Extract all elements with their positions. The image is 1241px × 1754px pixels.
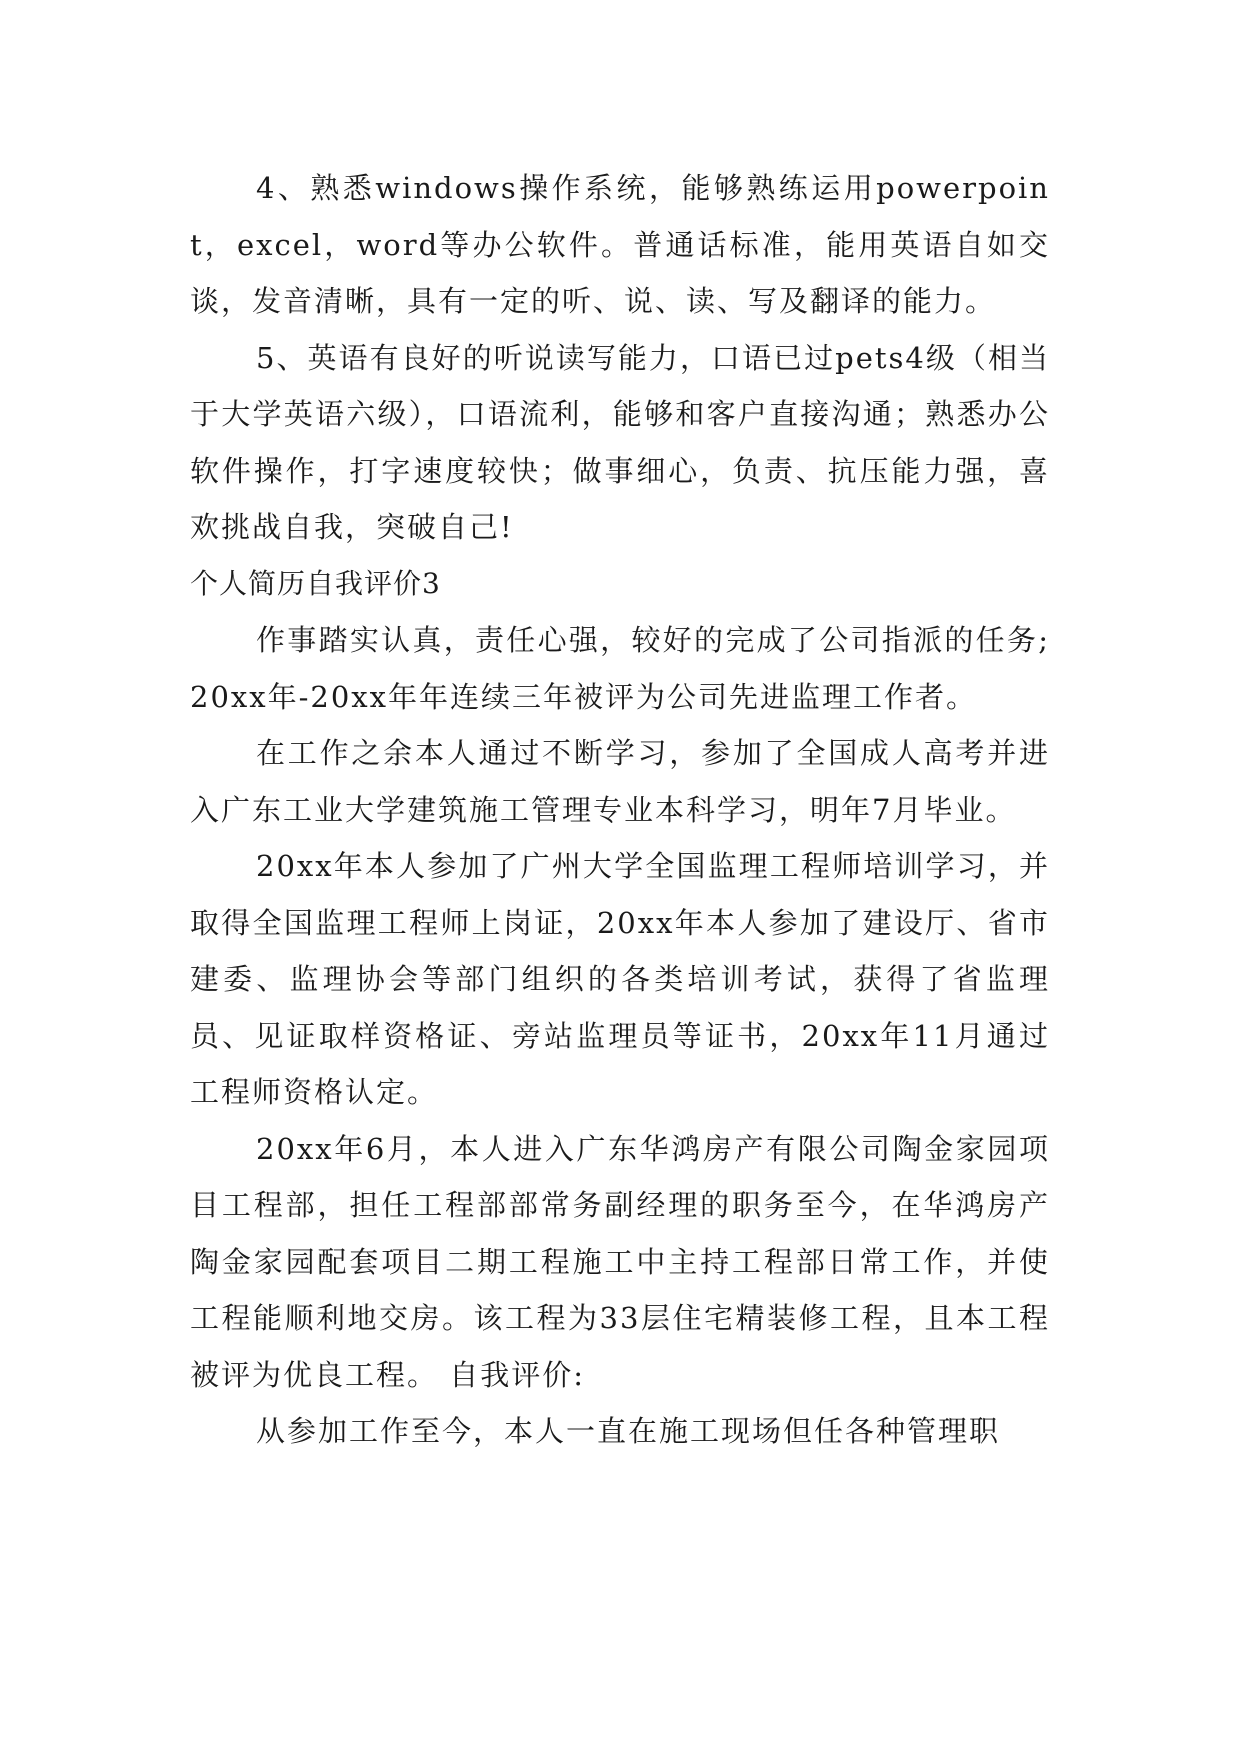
paragraph-self-evaluation: 从参加工作至今，本人一直在施工现场但任各种管理职 bbox=[256, 1414, 1001, 1448]
paragraph-education: 在工作之余本人通过不断学习，参加了全国成人高考并进入广东工业大学建筑施工管理专业本科学习，明年7月毕业。 bbox=[190, 736, 1050, 827]
paragraph-skills-software: 4、熟悉windows操作系统，能够熟练运用powerpoint，excel，word等办公软件。普通话标准，能用英语自如交谈，发音清晰，具有一定的听、说、读、写及翻译的能力。 bbox=[190, 171, 1050, 318]
paragraph-skills-english: 5、英语有良好的听说读写能力，口语已过pets4级（相当于大学英语六级），口语流利，能够和客户直接沟通；熟悉办公软件操作，打字速度较快；做事细心，负责、抗压能力强，喜欢挑战自我，突破自己! bbox=[190, 340, 1050, 544]
paragraph-certifications: 20xx年本人参加了广州大学全国监理工程师培训学习，并取得全国监理工程师上岗证，20xx年本人参加了建设厅、省市建委、监理协会等部门组织的各类培训考试，获得了省监理员、见证取样资格证、旁站监理员等证书，20xx年11月通过工程师资格认定。 bbox=[190, 849, 1050, 1109]
paragraph-work-attitude: 作事踏实认真，责任心强，较好的完成了公司指派的任务;20xx年-20xx年年连续三年被评为公司先进监理工作者。 bbox=[190, 623, 1050, 714]
document-body bbox=[190, 160, 1050, 1460]
section-heading: 个人简历自我评价3 bbox=[190, 566, 441, 600]
paragraph-employment: 20xx年6月，本人进入广东华鸿房产有限公司陶金家园项目工程部，担任工程部部常务副经理的职务至今，在华鸿房产陶金家园配套项目二期工程施工中主持工程部日常工作，并使工程能顺利地交房。该工程为33层住宅精装修工程，且本工程被评为优良工程。 自我评价: bbox=[190, 1131, 1050, 1392]
